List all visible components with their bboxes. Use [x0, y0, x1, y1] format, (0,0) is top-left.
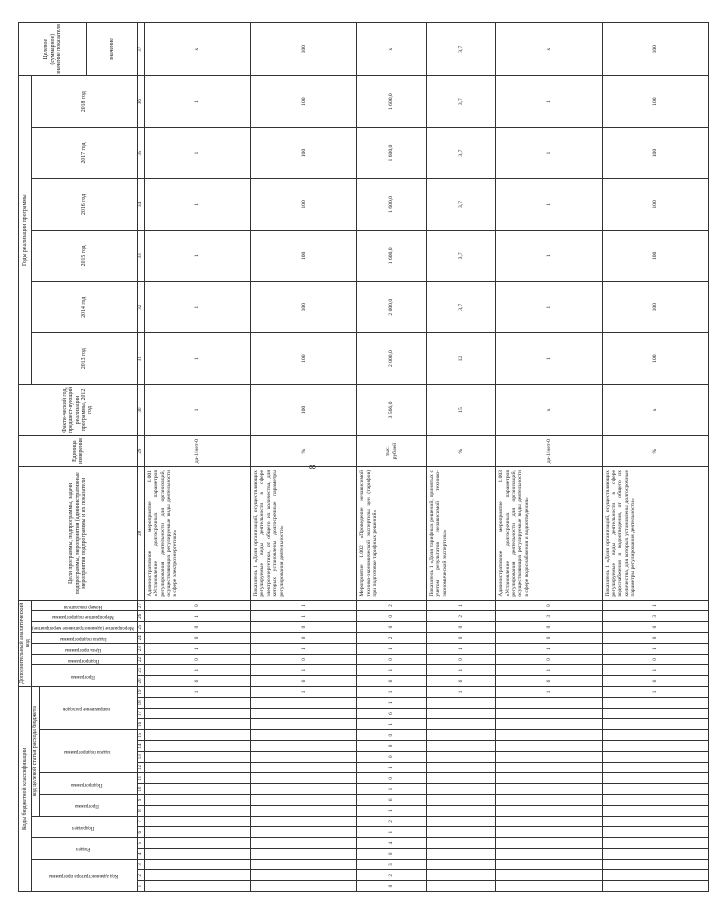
row-unit: %: [426, 436, 495, 467]
code-cell: [251, 881, 357, 892]
column-number: 10: [137, 784, 144, 795]
code-cell: [602, 827, 708, 838]
column-number: 18: [137, 697, 144, 708]
code-cell: 6: [357, 676, 426, 687]
row-total-value: 3,7: [426, 23, 495, 76]
code-cell: [496, 805, 602, 816]
code-cell: 1: [251, 611, 357, 622]
code-cell: [496, 697, 602, 708]
code-cell: [602, 870, 708, 881]
code-cell: 1: [251, 643, 357, 654]
row-year-value: 3,7: [426, 127, 495, 178]
code-cell: 0: [426, 633, 495, 644]
code-cell: 0: [496, 633, 602, 644]
header-value: значение: [87, 23, 137, 76]
code-cell: 6: [602, 676, 708, 687]
code-cell: [602, 751, 708, 762]
code-cell: [602, 697, 708, 708]
code-cell: 0: [144, 622, 250, 633]
code-cell: 3: [357, 859, 426, 870]
code-cell: [496, 794, 602, 805]
code-cell: [496, 881, 602, 892]
code-cell: [251, 870, 357, 881]
code-cell: [251, 805, 357, 816]
code-cell: 0: [251, 654, 357, 665]
row-actual-2012: 100: [251, 384, 357, 435]
code-cell: [602, 838, 708, 849]
code-cell: [602, 762, 708, 773]
code-cell: [251, 708, 357, 719]
row-year-value: 100: [602, 333, 708, 384]
header-a-goal: Цель программы: [32, 643, 137, 654]
code-cell: [144, 848, 250, 859]
column-number: 17: [137, 708, 144, 719]
row-year-value: 3,7: [426, 76, 495, 127]
code-cell: [144, 697, 250, 708]
code-cell: [496, 870, 602, 881]
code-cell: 6: [144, 676, 250, 687]
code-cell: [426, 870, 495, 881]
code-cell: 2: [357, 600, 426, 611]
code-cell: [496, 816, 602, 827]
column-number: 19: [137, 686, 144, 697]
column-number: 27: [137, 600, 144, 611]
column-number: 9: [137, 794, 144, 805]
code-cell: 1: [496, 643, 602, 654]
code-cell: [426, 848, 495, 859]
code-cell: [144, 805, 250, 816]
column-number: 8: [137, 805, 144, 816]
code-cell: 1: [426, 665, 495, 676]
row-description: Показатель 1 «Доля тарифных решений, принятых с учетом результатов независимой технико-экономической экспертизы»: [426, 467, 495, 601]
code-cell: 4: [357, 838, 426, 849]
table-row: [426, 23, 495, 892]
code-cell: [602, 881, 708, 892]
code-cell: [496, 741, 602, 752]
code-cell: [426, 697, 495, 708]
code-cell: 1: [496, 665, 602, 676]
code-cell: 6: [357, 708, 426, 719]
code-cell: [426, 730, 495, 741]
code-cell: 0: [251, 622, 357, 633]
code-cell: 2: [426, 611, 495, 622]
row-year-value: 1: [144, 76, 250, 127]
code-cell: [602, 784, 708, 795]
column-number: 14: [137, 741, 144, 752]
column-number: 21: [137, 665, 144, 676]
code-cell: [426, 741, 495, 752]
row-actual-2012: 3 566,0: [357, 384, 426, 435]
row-year-value: 1 600,0: [357, 230, 426, 281]
code-cell: 6: [251, 676, 357, 687]
column-number: 5: [137, 838, 144, 849]
header-section: Раздел: [32, 838, 137, 860]
header-direction: направление расходов: [39, 686, 137, 729]
code-cell: 1: [357, 827, 426, 838]
code-cell: [602, 848, 708, 859]
column-number: 37: [137, 23, 144, 76]
row-year-value: 1: [496, 179, 602, 230]
row-year-value: 3,7: [426, 230, 495, 281]
code-cell: 1: [496, 686, 602, 697]
table-row: [496, 23, 602, 892]
header-a-indicator: Номер показателя: [32, 600, 137, 611]
code-cell: 0: [602, 654, 708, 665]
table-row: [357, 23, 426, 892]
code-cell: 1: [251, 600, 357, 611]
row-year-value: 100: [251, 282, 357, 333]
row-total-value: х: [496, 23, 602, 76]
row-year-value: 100: [251, 127, 357, 178]
code-cell: 0: [144, 633, 250, 644]
code-cell: [496, 762, 602, 773]
code-cell: 1: [251, 686, 357, 697]
row-description: Мероприятие 1.002 «Проведение независимой технико-экономической экспертизы цен (тарифов) при подготовке тарифных решений»: [357, 467, 426, 601]
row-year-value: 1: [496, 333, 602, 384]
row-year-value: 2 000,0: [357, 282, 426, 333]
code-cell: [426, 773, 495, 784]
column-number: 24: [137, 633, 144, 644]
code-cell: 0: [426, 622, 495, 633]
code-cell: [426, 859, 495, 870]
column-number: 32: [137, 282, 144, 333]
row-year-value: 2 000,0: [357, 333, 426, 384]
header-years-group: Годы реализации программы: [19, 76, 32, 384]
code-cell: 0: [426, 654, 495, 665]
code-cell: 1: [602, 686, 708, 697]
column-number: 34: [137, 179, 144, 230]
row-year-value: 1: [496, 76, 602, 127]
code-cell: [251, 827, 357, 838]
header-year-2017: 2017 год: [32, 127, 137, 178]
row-year-value: 1: [144, 333, 250, 384]
row-year-value: 100: [251, 333, 357, 384]
code-cell: [602, 805, 708, 816]
code-cell: 0: [357, 741, 426, 752]
table-row: [602, 23, 708, 892]
code-cell: [144, 773, 250, 784]
code-cell: 0: [357, 730, 426, 741]
code-cell: 1: [426, 686, 495, 697]
code-cell: 3: [496, 611, 602, 622]
code-cell: [251, 762, 357, 773]
column-number: 29: [137, 436, 144, 467]
code-cell: 1: [357, 697, 426, 708]
code-cell: [144, 816, 250, 827]
header-subprogram: Подпрограмма: [39, 773, 137, 795]
code-cell: 0: [357, 881, 426, 892]
row-year-value: 100: [251, 230, 357, 281]
code-cell: [426, 838, 495, 849]
header-goals: Цели программы, подпрограммы, задачи подпрограммы, мероприятия (административные мероприятия подпрограммы и их показатели: [19, 467, 138, 601]
row-unit: да-1/нет-0: [144, 436, 250, 467]
code-cell: [496, 708, 602, 719]
code-cell: [602, 859, 708, 870]
row-year-value: 3,7: [426, 179, 495, 230]
code-cell: [251, 751, 357, 762]
code-cell: 6: [426, 676, 495, 687]
row-year-value: 1 600,0: [357, 179, 426, 230]
row-year-value: 1: [496, 282, 602, 333]
column-number: 20: [137, 676, 144, 687]
code-cell: 0: [357, 654, 426, 665]
row-unit: %: [251, 436, 357, 467]
code-cell: [426, 784, 495, 795]
code-cell: 1: [357, 643, 426, 654]
code-cell: [251, 697, 357, 708]
row-total-value: 100: [251, 23, 357, 76]
code-cell: 1: [357, 784, 426, 795]
code-cell: 1: [144, 611, 250, 622]
code-cell: [602, 773, 708, 784]
row-unit: тыс. рублей: [357, 436, 426, 467]
row-year-value: 100: [251, 76, 357, 127]
code-cell: 1: [426, 600, 495, 611]
header-unit: Единица измерения: [19, 436, 138, 467]
row-unit: да-1/нет-0: [496, 436, 602, 467]
code-cell: [144, 827, 250, 838]
row-year-value: 12: [426, 333, 495, 384]
code-cell: 6: [496, 676, 602, 687]
code-cell: 0: [357, 622, 426, 633]
code-cell: 1: [251, 665, 357, 676]
column-number: 1: [137, 881, 144, 892]
header-additional-code: Дополнительный аналитический код: [19, 600, 32, 686]
code-cell: [426, 827, 495, 838]
column-number: 23: [137, 643, 144, 654]
code-cell: 0: [357, 848, 426, 859]
code-cell: [144, 708, 250, 719]
header-year-2016: 2016 год: [32, 179, 137, 230]
code-cell: [426, 816, 495, 827]
code-cell: [426, 794, 495, 805]
row-actual-2012: х: [496, 384, 602, 435]
header-a-task: Задача подпрограммы: [32, 633, 137, 644]
code-cell: [602, 730, 708, 741]
code-cell: 1: [602, 600, 708, 611]
code-cell: [251, 816, 357, 827]
header-program: Программа: [39, 794, 137, 816]
row-year-value: 1 600,0: [357, 76, 426, 127]
code-cell: [496, 751, 602, 762]
header-year-2013: 2013 год: [32, 333, 137, 384]
code-cell: 1: [357, 805, 426, 816]
column-number: 31: [137, 333, 144, 384]
row-description: Административное мероприятие 1.003 «Установление долгосрочных параметров регулирования деятельности для организаций, осуществляющих регулируемые виды деятельности в сфере водоснабжения и водоотведения»: [496, 467, 602, 601]
program-indicators-table: [18, 22, 709, 892]
code-cell: [602, 719, 708, 730]
code-cell: [496, 827, 602, 838]
code-cell: [144, 794, 250, 805]
table-row: [144, 23, 250, 892]
code-cell: 0: [144, 654, 250, 665]
code-cell: [426, 751, 495, 762]
code-cell: [144, 719, 250, 730]
code-cell: [144, 859, 250, 870]
code-cell: [602, 794, 708, 805]
column-number: 33: [137, 230, 144, 281]
code-cell: 1: [426, 643, 495, 654]
code-cell: [426, 762, 495, 773]
row-year-value: 1: [496, 127, 602, 178]
row-year-value: 1: [144, 179, 250, 230]
header-actual-2012: Факти-ческий год, предшест-вующий реализации программы, 2012 год: [19, 384, 138, 435]
header-year-2015: 2015 год: [32, 230, 137, 281]
row-year-value: 1: [144, 230, 250, 281]
code-cell: [426, 708, 495, 719]
code-cell: [496, 719, 602, 730]
row-year-value: 100: [602, 127, 708, 178]
code-cell: [426, 881, 495, 892]
column-number: 25: [137, 622, 144, 633]
code-cell: 2: [357, 816, 426, 827]
header-year-2018: 2018 год: [32, 76, 137, 127]
code-cell: 0: [357, 773, 426, 784]
row-year-value: 100: [602, 230, 708, 281]
header-row-1: [19, 23, 32, 892]
code-cell: [144, 751, 250, 762]
code-cell: 1: [357, 686, 426, 697]
column-number-row: [137, 23, 144, 892]
code-cell: 0: [602, 622, 708, 633]
row-description: Показатель 1 «Доля организаций, осуществляющих регулируемые виды деятельности в сфере водоснабжения и водоотведения, от общего их количества, для которых установлены долгосрочные параметры регулирования деятельности»: [602, 467, 708, 601]
column-number: 28: [137, 467, 144, 601]
header-a-subevent: Мероприятие подпрограммы: [32, 611, 137, 622]
column-number: 11: [137, 773, 144, 784]
row-actual-2012: 1: [144, 384, 250, 435]
header-target-article: код целевой статьи расхода бюджета: [32, 686, 39, 816]
code-cell: 0: [357, 751, 426, 762]
row-actual-2012: х: [602, 384, 708, 435]
code-cell: 1: [357, 762, 426, 773]
code-cell: [426, 805, 495, 816]
code-cell: [144, 784, 250, 795]
column-number: 35: [137, 127, 144, 178]
code-cell: [496, 773, 602, 784]
code-cell: 6: [357, 794, 426, 805]
code-cell: [496, 859, 602, 870]
code-cell: [602, 816, 708, 827]
code-cell: 0: [602, 633, 708, 644]
column-number: 6: [137, 827, 144, 838]
code-cell: 0: [496, 600, 602, 611]
code-cell: [251, 859, 357, 870]
row-year-value: 1: [144, 127, 250, 178]
code-cell: 1: [357, 665, 426, 676]
row-year-value: 1: [144, 282, 250, 333]
header-a-subprogram: Подпрограмма: [32, 654, 137, 665]
code-cell: 2: [357, 633, 426, 644]
code-cell: [251, 794, 357, 805]
column-number: 26: [137, 611, 144, 622]
column-number: 30: [137, 384, 144, 435]
code-cell: [496, 848, 602, 859]
code-cell: [251, 730, 357, 741]
code-cell: [496, 838, 602, 849]
code-cell: [251, 848, 357, 859]
code-cell: [426, 719, 495, 730]
column-number: 15: [137, 730, 144, 741]
row-year-value: 100: [602, 179, 708, 230]
code-cell: 1: [357, 719, 426, 730]
code-cell: 1: [602, 643, 708, 654]
code-cell: [144, 881, 250, 892]
code-cell: 0: [357, 611, 426, 622]
row-total-value: х: [357, 23, 426, 76]
code-cell: 2: [357, 870, 426, 881]
program-table-rotated: [18, 22, 659, 892]
code-cell: [496, 730, 602, 741]
code-cell: [144, 762, 250, 773]
code-cell: 0: [496, 622, 602, 633]
header-a-event: Мероприятие (административное мероприятие): [32, 622, 137, 633]
code-cell: 1: [144, 686, 250, 697]
row-description: Показатель 1 «Доля организаций, осуществляющих регулируемые виды деятельности в сфере электроэнергетики, от общего их количества, для которых установлены долгосрочные параметры регулирования деятельности»: [251, 467, 357, 601]
row-total-value: х: [144, 23, 250, 76]
page-number: 8: [307, 464, 318, 470]
header-budget-codes: Коды бюджетной классификации: [19, 686, 32, 891]
header-year-2014: 2014 год: [32, 282, 137, 333]
code-cell: [251, 741, 357, 752]
row-year-value: 100: [602, 76, 708, 127]
row-unit: %: [602, 436, 708, 467]
column-number: 4: [137, 848, 144, 859]
row-year-value: 3,7: [426, 282, 495, 333]
code-cell: 1: [144, 643, 250, 654]
code-cell: 0: [251, 633, 357, 644]
code-cell: [251, 784, 357, 795]
header-total-group: Целевое (суммарное) значение показателя: [19, 23, 87, 76]
row-actual-2012: 15: [426, 384, 495, 435]
row-year-value: 1: [496, 230, 602, 281]
code-cell: [251, 773, 357, 784]
code-cell: [602, 708, 708, 719]
code-cell: [144, 870, 250, 881]
row-year-value: 1 600,0: [357, 127, 426, 178]
row-year-value: 100: [602, 282, 708, 333]
column-number: 12: [137, 762, 144, 773]
code-cell: [602, 741, 708, 752]
column-number: 16: [137, 719, 144, 730]
header-subsection: Подраздел: [32, 816, 137, 838]
header-task: задача подпрограммы: [39, 730, 137, 773]
code-cell: 0: [496, 654, 602, 665]
table-row: [251, 23, 357, 892]
header-admin-code: Код администратора программы: [32, 859, 137, 891]
code-cell: 0: [144, 600, 250, 611]
code-cell: 1: [602, 665, 708, 676]
code-cell: [251, 719, 357, 730]
code-cell: 3: [602, 611, 708, 622]
row-total-value: 100: [602, 23, 708, 76]
column-number: 2: [137, 870, 144, 881]
row-description: Административное мероприятие 1.001 «Установление долгосрочных параметров регулирования деятельности для организаций, осуществляющих регулируемые виды деятельности в сфере электроэнергетики»: [144, 467, 250, 601]
column-number: 7: [137, 816, 144, 827]
code-cell: [144, 838, 250, 849]
column-number: 3: [137, 859, 144, 870]
code-cell: [144, 741, 250, 752]
code-cell: [144, 730, 250, 741]
code-cell: [496, 784, 602, 795]
column-number: 36: [137, 76, 144, 127]
header-a-program: Программа: [32, 665, 137, 687]
row-year-value: 100: [251, 179, 357, 230]
code-cell: 1: [144, 665, 250, 676]
column-number: 13: [137, 751, 144, 762]
column-number: 22: [137, 654, 144, 665]
code-cell: [251, 838, 357, 849]
